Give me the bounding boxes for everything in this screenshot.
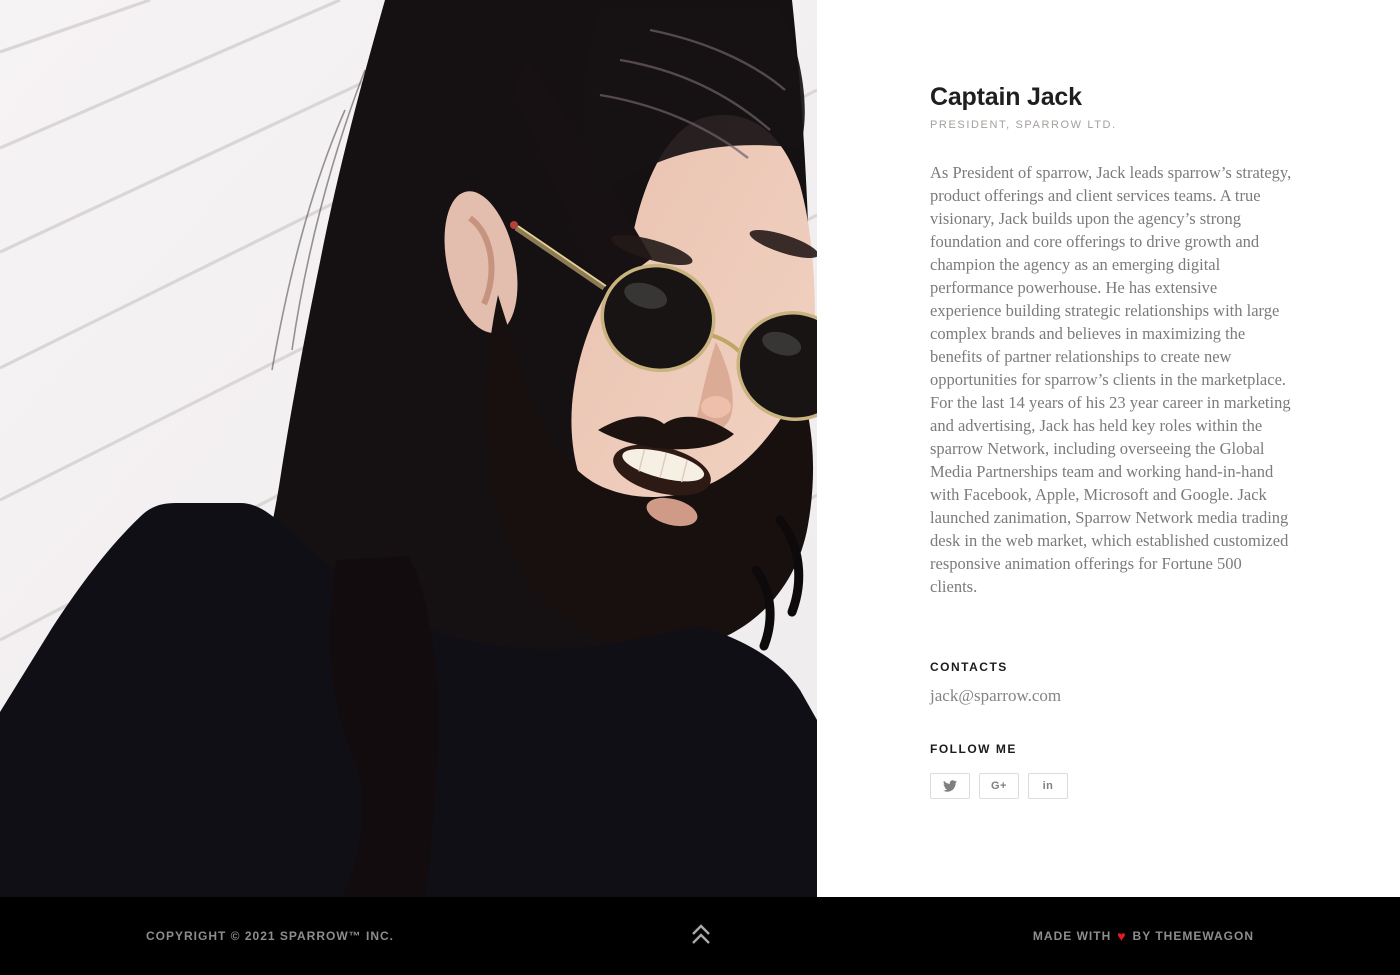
google-plus-button[interactable] [979, 773, 1019, 799]
made-with-text: MADE WITH [1032, 929, 1112, 943]
twitter-icon [943, 780, 957, 792]
email-link[interactable]: jack@sparrow.com [930, 686, 1062, 705]
profile-role: PRESIDENT, SPARROW LTD. [930, 119, 1117, 131]
twitter-button[interactable] [930, 773, 970, 799]
google-plus-icon: G+ [991, 780, 1007, 792]
linkedin-button[interactable] [1028, 773, 1068, 799]
made-with-credit [1033, 929, 1254, 943]
page-title: Captain Jack [930, 83, 1082, 111]
copyright-text: COPYRIGHT © 2021 SPARROW™ INC. [146, 929, 394, 943]
social-buttons [930, 773, 1292, 799]
themewagon-link[interactable]: BY THEMEWAGON [1132, 929, 1254, 943]
linkedin-icon: in [1042, 780, 1054, 792]
angle-double-up-icon [690, 936, 712, 951]
profile-bio: As President of sparrow, Jack leads sparrow’s strategy, product offerings and client services teams. A true visionary, Jack builds upon the agency’s strong foundation and core offerings to drive growth and champion the agency as an emerging digital performance powerhouse. He has extensive experience building strategic relationships with large complex brands and believes in maximizing the benefits of partner relationships to create new opportunities for sparrow’s clients in the marketplace. For the last 14 years of his 23 year career in marketing and advertising, Jack has held key roles within the sparrow Network, including overseeing the Global Media Partnerships team and working hand-in-hand with Facebook, Apple, Microsoft and Google. Jack launched zanimation, Sparrow Network media trading desk in the web market, which established customized responsive animation offerings for Fortune 500 clients. [930, 163, 1292, 596]
follow-me-heading: FOLLOW ME [930, 742, 1017, 756]
heart-icon: ♥ [1117, 928, 1127, 944]
footer [0, 897, 1400, 975]
contacts-heading: CONTACTS [930, 660, 1008, 674]
scroll-to-top-button[interactable] [689, 921, 713, 951]
profile-content [817, 0, 1400, 897]
